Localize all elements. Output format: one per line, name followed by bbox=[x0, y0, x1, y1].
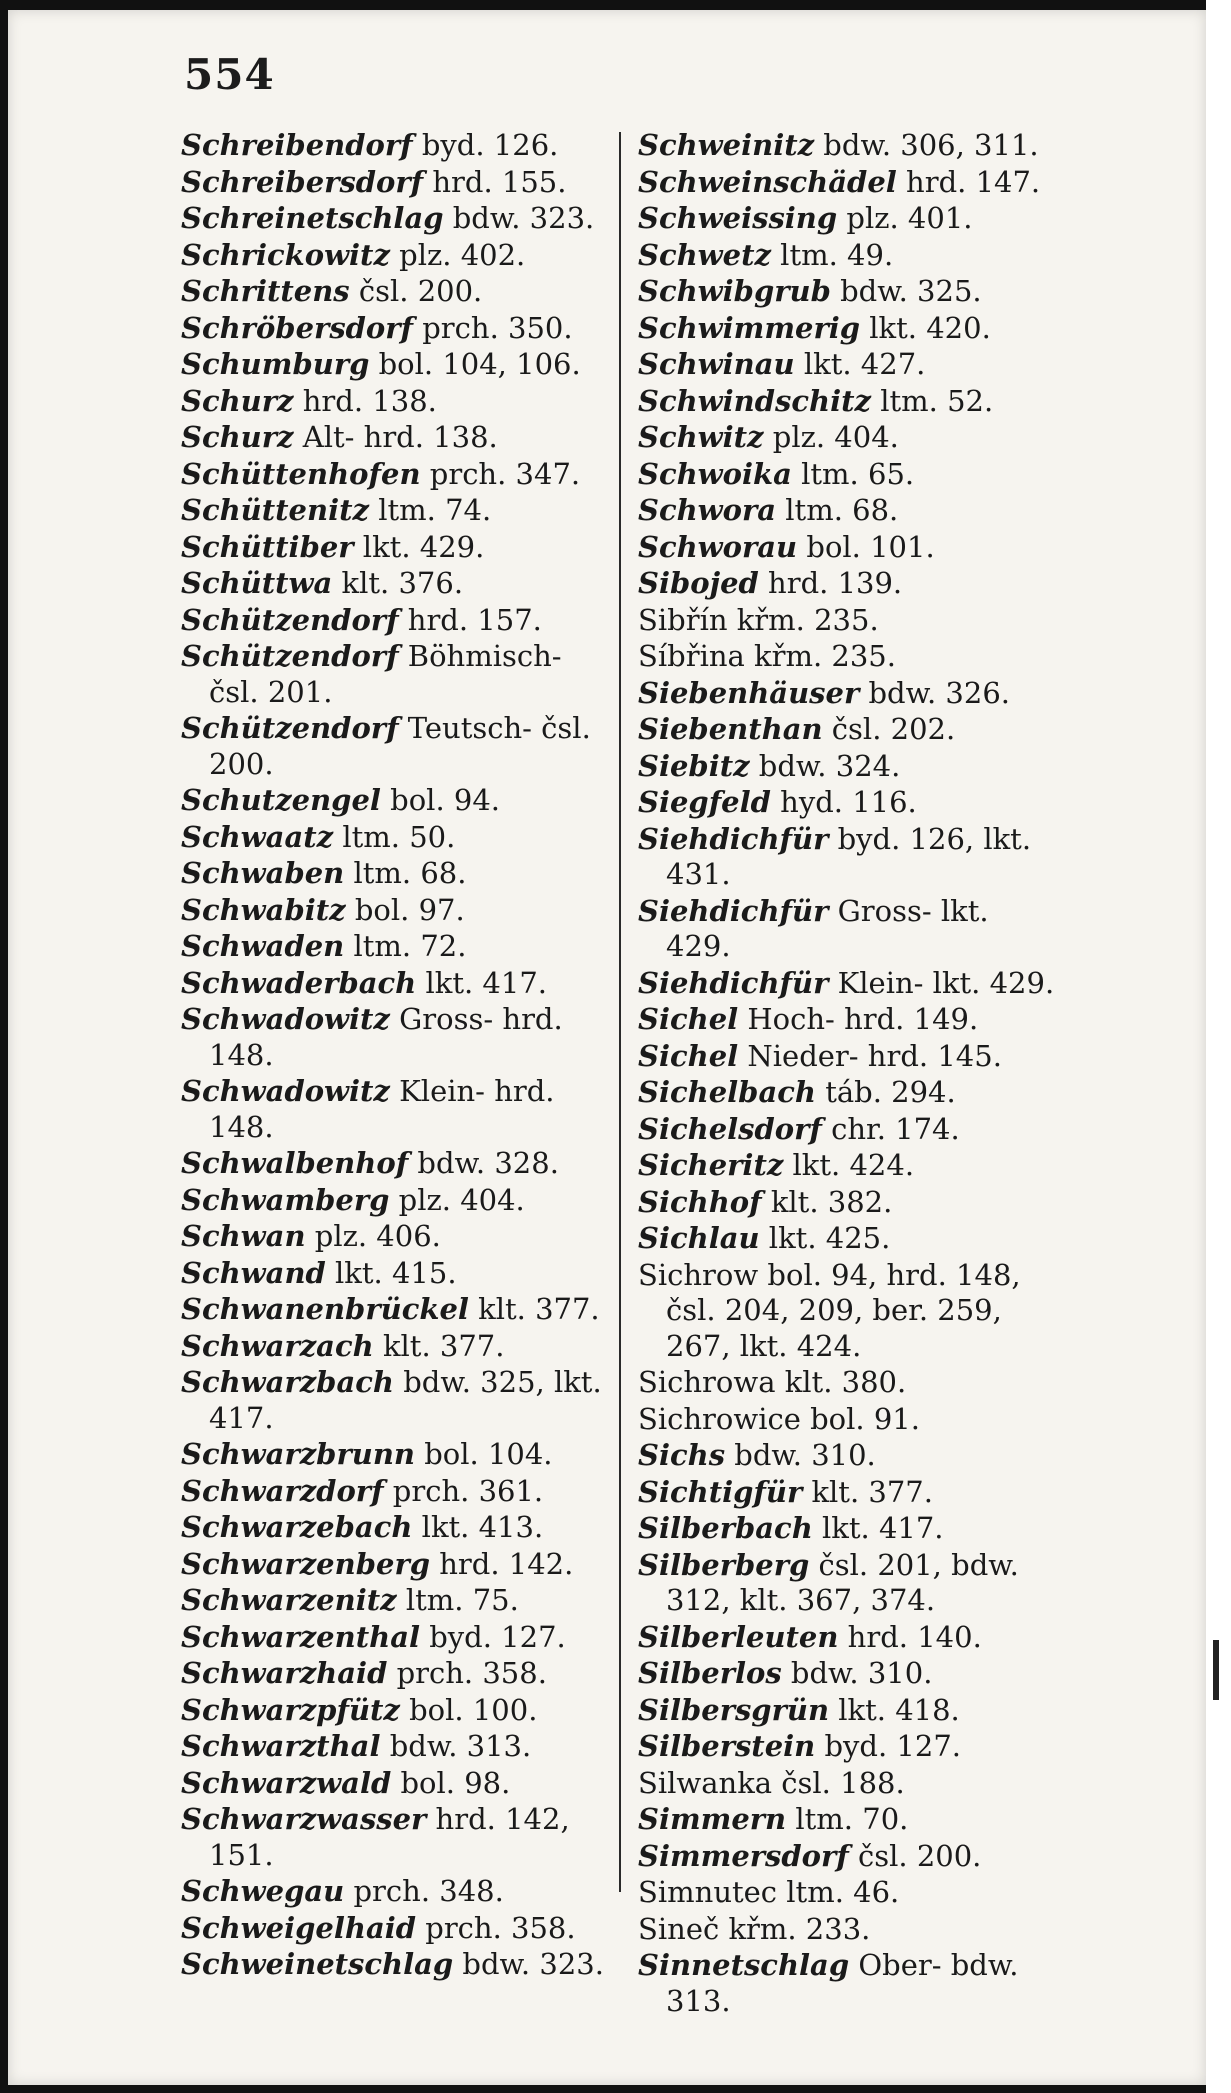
entry-reference: Gross- lkt. bbox=[828, 893, 989, 928]
index-entry bbox=[638, 420, 1058, 456]
entry-reference: táb. 294. bbox=[815, 1075, 956, 1109]
index-entry bbox=[638, 1112, 1058, 1148]
index-entry bbox=[638, 530, 1058, 566]
place-name: Sichel bbox=[638, 1038, 739, 1073]
place-name: Sichel bbox=[638, 1002, 739, 1036]
place-name: Schützendorf bbox=[181, 711, 399, 745]
place-name: Schwora bbox=[638, 493, 777, 527]
scan-mark bbox=[1213, 1640, 1219, 1700]
entry-reference: Sichrow bol. 94, hrd. 148, bbox=[638, 1257, 1021, 1292]
index-entry bbox=[181, 1766, 611, 1802]
place-name: Schwanenbrückel bbox=[181, 1292, 469, 1326]
place-name: Schworau bbox=[638, 529, 798, 564]
index-entry bbox=[638, 274, 1058, 310]
place-name: Schüttenitz bbox=[181, 493, 369, 527]
place-name: Sichelsdorf bbox=[638, 1111, 822, 1146]
index-entry bbox=[638, 1185, 1058, 1221]
index-entry bbox=[181, 1947, 611, 1983]
index-entry bbox=[181, 384, 611, 420]
entry-reference: čsl. 200. bbox=[349, 274, 483, 308]
entry-reference: Hoch- hrd. 149. bbox=[738, 1002, 979, 1036]
place-name: Sinnetschlag bbox=[638, 1948, 850, 1982]
index-entry bbox=[638, 1693, 1058, 1729]
place-name: Sichelbach bbox=[638, 1075, 816, 1109]
place-name: Silbersgrün bbox=[638, 1692, 830, 1727]
index-entry bbox=[181, 603, 611, 639]
entry-reference: bdw. 325. bbox=[830, 274, 982, 308]
place-name: Schweinschädel bbox=[638, 164, 897, 199]
index-entry bbox=[638, 639, 1058, 675]
place-name: Schwarzbach bbox=[181, 1365, 394, 1399]
entry-reference: Silwanka čsl. 188. bbox=[638, 1765, 905, 1800]
place-name: Schützendorf bbox=[181, 639, 399, 673]
place-name: Schwegau bbox=[181, 1874, 345, 1908]
entry-reference: Sibřín křm. 235. bbox=[638, 602, 879, 637]
entry-reference: klt. 382. bbox=[761, 1184, 893, 1219]
entry-reference: hrd. 140. bbox=[838, 1619, 982, 1654]
entry-reference: lkt. 429. bbox=[353, 529, 485, 564]
place-name: Schüttiber bbox=[181, 529, 354, 564]
entry-reference: prch. 348. bbox=[344, 1874, 504, 1908]
index-entry bbox=[638, 749, 1058, 785]
entry-reference: Alt- hrd. 138. bbox=[293, 420, 498, 454]
index-entry bbox=[638, 566, 1058, 602]
place-name: Schützendorf bbox=[181, 602, 399, 637]
index-entry bbox=[638, 1948, 1058, 2019]
entry-reference: lkt. 427. bbox=[794, 347, 926, 381]
place-name: Schwaden bbox=[181, 929, 345, 963]
index-entry bbox=[181, 1146, 611, 1182]
entry-reference: bol. 104. bbox=[415, 1437, 553, 1471]
index-entry bbox=[181, 1911, 611, 1947]
place-name: Schumburg bbox=[181, 347, 370, 381]
index-entry bbox=[181, 1510, 611, 1546]
entry-reference: lkt. 413. bbox=[412, 1510, 544, 1544]
place-name: Schreibersdorf bbox=[181, 164, 424, 199]
place-name: Schwarzenthal bbox=[181, 1619, 421, 1654]
place-name: Schüttenhofen bbox=[181, 456, 421, 491]
entry-continuation: 431. bbox=[666, 857, 731, 891]
place-name: Schwindschitz bbox=[638, 383, 871, 418]
entry-reference: Sichrowa klt. 380. bbox=[638, 1365, 907, 1399]
index-entry bbox=[638, 1075, 1058, 1111]
entry-continuation: 267, lkt. 424. bbox=[666, 1328, 862, 1363]
place-name: Sichs bbox=[638, 1438, 726, 1472]
entry-reference: Ober- bdw. bbox=[849, 1948, 1019, 1982]
entry-reference: čsl. 200. bbox=[848, 1838, 982, 1873]
place-name: Sichlau bbox=[638, 1221, 760, 1255]
entry-reference: ltm. 50. bbox=[333, 819, 456, 854]
place-name: Schrittens bbox=[181, 274, 350, 308]
place-name: Schwarzenberg bbox=[181, 1546, 431, 1581]
index-entry bbox=[181, 420, 611, 456]
place-name: Schüttwa bbox=[181, 566, 333, 600]
entry-reference: bol. 100. bbox=[399, 1692, 538, 1727]
entry-reference: hrd. 142, bbox=[426, 1802, 570, 1836]
entry-continuation: 148. bbox=[209, 1109, 274, 1144]
index-entry bbox=[181, 1002, 611, 1073]
place-name: Schwarzpfütz bbox=[181, 1692, 400, 1727]
index-entry bbox=[638, 201, 1058, 237]
entry-reference: hrd. 157. bbox=[398, 602, 542, 637]
entry-reference: Síbřina křm. 235. bbox=[638, 639, 896, 673]
place-name: Schwarzdorf bbox=[181, 1473, 384, 1508]
entry-continuation: 429. bbox=[666, 929, 731, 963]
entry-reference: ltm. 49. bbox=[770, 237, 894, 272]
place-name: Schurz bbox=[181, 383, 294, 418]
place-name: Schwamberg bbox=[181, 1182, 390, 1217]
index-entry bbox=[181, 966, 611, 1002]
place-name: Schweinitz bbox=[638, 128, 815, 162]
index-entry bbox=[181, 165, 611, 201]
index-entry bbox=[181, 128, 611, 164]
index-entry bbox=[181, 1074, 611, 1145]
index-entry bbox=[638, 238, 1058, 274]
entry-continuation: 200. bbox=[209, 746, 274, 781]
entry-reference: hrd. 147. bbox=[896, 164, 1041, 199]
place-name: Sichtigfür bbox=[638, 1474, 803, 1509]
index-entry bbox=[181, 1183, 611, 1219]
entry-reference: bdw. 323. bbox=[453, 1947, 604, 1981]
entry-reference: bdw. 326. bbox=[859, 675, 1010, 710]
place-name: Schreibendorf bbox=[181, 128, 413, 162]
entry-reference: lkt. 418. bbox=[829, 1692, 960, 1727]
index-entry bbox=[181, 1256, 611, 1292]
index-entry bbox=[181, 1437, 611, 1473]
entry-reference: Klein- hrd. bbox=[389, 1074, 555, 1108]
index-entry bbox=[638, 1148, 1058, 1184]
entry-reference: plz. 404. bbox=[763, 420, 899, 454]
index-entry bbox=[181, 1329, 611, 1365]
place-name: Schwabitz bbox=[181, 892, 346, 927]
place-name: Schwarzenitz bbox=[181, 1583, 397, 1617]
entry-reference: bdw. 325, lkt. bbox=[394, 1365, 602, 1399]
place-name: Schutzengel bbox=[181, 783, 381, 817]
entry-reference: Sineč křm. 233. bbox=[638, 1911, 871, 1946]
place-name: Schweinetschlag bbox=[181, 1947, 454, 1981]
place-name: Schwitz bbox=[638, 420, 764, 454]
index-entry bbox=[638, 1729, 1058, 1765]
page-number: 554 bbox=[184, 50, 275, 99]
entry-reference: hrd. 139. bbox=[758, 566, 903, 600]
entry-reference: lkt. 420. bbox=[860, 310, 991, 345]
place-name: Schwadowitz bbox=[181, 1074, 390, 1108]
entry-reference: bol. 98. bbox=[391, 1765, 511, 1800]
index-entry bbox=[638, 676, 1058, 712]
index-entry bbox=[181, 1874, 611, 1910]
index-entry bbox=[638, 1912, 1058, 1948]
index-entry bbox=[638, 1402, 1058, 1438]
place-name: Schwadowitz bbox=[181, 1002, 390, 1036]
index-entry bbox=[181, 856, 611, 892]
index-entry bbox=[638, 1766, 1058, 1802]
entry-reference: byd. 127. bbox=[420, 1619, 566, 1654]
entry-reference: klt. 377. bbox=[802, 1474, 933, 1509]
index-entry bbox=[181, 311, 611, 347]
book-page bbox=[8, 10, 1206, 2085]
place-name: Siebenthan bbox=[638, 712, 823, 746]
entry-reference: ltm. 68. bbox=[344, 856, 467, 890]
right-column bbox=[638, 128, 1058, 2020]
entry-reference: hyd. 116. bbox=[770, 785, 917, 819]
entry-continuation: 148. bbox=[209, 1037, 274, 1072]
place-name: Schwan bbox=[181, 1219, 306, 1253]
entry-reference: lkt. 424. bbox=[783, 1148, 915, 1182]
index-entry bbox=[181, 1365, 611, 1436]
place-name: Siegfeld bbox=[638, 785, 771, 819]
index-entry bbox=[638, 1221, 1058, 1257]
scan-edge bbox=[1206, 0, 1231, 2093]
index-entry bbox=[181, 929, 611, 965]
place-name: Silberstein bbox=[638, 1729, 816, 1763]
place-name: Silberbach bbox=[638, 1511, 813, 1545]
entry-reference: Sichrowice bol. 91. bbox=[638, 1401, 920, 1436]
entry-reference: bdw. 323. bbox=[443, 201, 595, 235]
index-entry bbox=[181, 820, 611, 856]
column-divider bbox=[619, 132, 621, 1892]
index-entry bbox=[638, 1365, 1058, 1401]
index-entry bbox=[638, 1258, 1058, 1365]
index-entry bbox=[638, 1548, 1058, 1619]
entry-reference: prch. 361. bbox=[383, 1473, 544, 1508]
index-entry bbox=[638, 1475, 1058, 1511]
entry-reference: bdw. 324. bbox=[749, 748, 901, 783]
index-entry bbox=[638, 493, 1058, 529]
index-entry bbox=[181, 457, 611, 493]
entry-reference: bol. 104, 106. bbox=[369, 347, 581, 381]
entry-reference: Simnutec ltm. 46. bbox=[638, 1875, 900, 1909]
index-entry bbox=[638, 1620, 1058, 1656]
index-entry bbox=[181, 1729, 611, 1765]
index-entry bbox=[638, 1656, 1058, 1692]
place-name: Schwaderbach bbox=[181, 965, 417, 1000]
entry-continuation: čsl. 204, 209, ber. 259, bbox=[666, 1293, 1002, 1327]
index-entry bbox=[181, 1656, 611, 1692]
entry-reference: bdw. 328. bbox=[408, 1146, 559, 1180]
place-name: Schwarzthal bbox=[181, 1729, 381, 1763]
entry-reference: prch. 358. bbox=[387, 1656, 547, 1690]
place-name: Schwibgrub bbox=[638, 274, 831, 308]
entry-reference: hrd. 142. bbox=[430, 1546, 574, 1581]
index-entry bbox=[638, 311, 1058, 347]
place-name: Schwetz bbox=[638, 237, 771, 272]
index-entry bbox=[181, 566, 611, 602]
index-entry bbox=[638, 1875, 1058, 1911]
entry-reference: chr. 174. bbox=[821, 1111, 960, 1146]
index-entry bbox=[181, 1583, 611, 1619]
entry-reference: bdw. 306, 311. bbox=[814, 128, 1039, 162]
place-name: Schwarzach bbox=[181, 1328, 374, 1363]
entry-continuation: 313. bbox=[666, 1983, 731, 2018]
index-entry bbox=[181, 1547, 611, 1583]
entry-reference: lkt. 425. bbox=[759, 1221, 891, 1255]
place-name: Siebitz bbox=[638, 748, 750, 783]
place-name: Schwinau bbox=[638, 347, 795, 381]
index-entry bbox=[181, 1219, 611, 1255]
index-entry bbox=[638, 785, 1058, 821]
index-entry bbox=[638, 165, 1058, 201]
index-entry bbox=[638, 457, 1058, 493]
place-name: Schrickowitz bbox=[181, 237, 390, 272]
place-name: Sichhof bbox=[638, 1184, 762, 1219]
index-entry bbox=[638, 1002, 1058, 1038]
left-column bbox=[181, 128, 611, 1984]
place-name: Silberlos bbox=[638, 1656, 782, 1690]
entry-reference: hrd. 155. bbox=[423, 164, 567, 199]
entry-reference: Böhmisch- bbox=[398, 639, 562, 673]
place-name: Schwarzebach bbox=[181, 1510, 413, 1544]
entry-reference: ltm. 52. bbox=[870, 383, 994, 418]
index-entry bbox=[638, 966, 1058, 1002]
index-entry bbox=[638, 603, 1058, 639]
entry-reference: byd. 126. bbox=[412, 128, 559, 162]
place-name: Simmersdorf bbox=[638, 1838, 849, 1873]
index-entry bbox=[181, 238, 611, 274]
entry-reference: lkt. 415. bbox=[325, 1255, 457, 1290]
index-entry bbox=[638, 894, 1058, 965]
place-name: Schweigelhaid bbox=[181, 1910, 417, 1945]
place-name: Siehdichfür bbox=[638, 965, 829, 1000]
place-name: Schwaatz bbox=[181, 819, 334, 854]
index-entry bbox=[181, 530, 611, 566]
entry-reference: ltm. 75. bbox=[396, 1583, 519, 1617]
entry-reference: bdw. 310. bbox=[725, 1438, 876, 1472]
entry-reference: ltm. 72. bbox=[344, 929, 467, 963]
entry-reference: bol. 101. bbox=[797, 529, 935, 564]
entry-reference: byd. 127. bbox=[815, 1729, 962, 1763]
index-entry bbox=[181, 274, 611, 310]
index-entry bbox=[638, 822, 1058, 893]
entry-continuation: 417. bbox=[209, 1400, 274, 1435]
entry-reference: Gross- hrd. bbox=[389, 1002, 563, 1036]
index-entry bbox=[638, 347, 1058, 383]
place-name: Siebenhäuser bbox=[638, 675, 860, 710]
entry-reference: lkt. 417. bbox=[416, 965, 547, 1000]
entry-reference: Teutsch- čsl. bbox=[398, 711, 591, 745]
entry-reference: ltm. 65. bbox=[791, 456, 915, 491]
entry-continuation: 312, klt. 367, 374. bbox=[666, 1583, 936, 1617]
entry-reference: prch. 347. bbox=[420, 456, 581, 491]
index-entry bbox=[638, 1438, 1058, 1474]
place-name: Schwalbenhof bbox=[181, 1146, 409, 1180]
place-name: Sicheritz bbox=[638, 1148, 784, 1182]
entry-reference: bdw. 313. bbox=[380, 1729, 532, 1763]
place-name: Schwimmerig bbox=[638, 310, 861, 345]
entry-reference: ltm. 70. bbox=[786, 1802, 909, 1836]
place-name: Siehdichfür bbox=[638, 821, 829, 856]
entry-reference: čsl. 202. bbox=[822, 712, 956, 746]
place-name: Schwarzwald bbox=[181, 1765, 392, 1800]
place-name: Silberberg bbox=[638, 1547, 810, 1582]
place-name: Schwarzbrunn bbox=[181, 1437, 415, 1471]
entry-reference: plz. 406. bbox=[305, 1219, 441, 1253]
index-entry bbox=[181, 711, 611, 782]
place-name: Schwaben bbox=[181, 856, 345, 890]
entry-reference: bol. 97. bbox=[345, 892, 465, 927]
place-name: Schwarzwasser bbox=[181, 1802, 427, 1836]
place-name: Schreinetschlag bbox=[181, 201, 444, 235]
index-entry bbox=[181, 893, 611, 929]
entry-reference: prch. 350. bbox=[413, 310, 573, 345]
entry-reference: klt. 377. bbox=[468, 1292, 600, 1326]
place-name: Schwand bbox=[181, 1255, 326, 1290]
entry-reference: byd. 126, lkt. bbox=[828, 821, 1032, 856]
place-name: Sibojed bbox=[638, 566, 759, 600]
entry-reference: plz. 404. bbox=[389, 1182, 525, 1217]
entry-reference: čsl. 201, bdw. bbox=[809, 1547, 1019, 1582]
place-name: Schurz bbox=[181, 420, 294, 454]
index-entry bbox=[181, 347, 611, 383]
entry-reference: bol. 94. bbox=[380, 783, 500, 817]
entry-reference: Nieder- hrd. 145. bbox=[738, 1038, 1002, 1073]
entry-reference: prch. 358. bbox=[416, 1910, 576, 1945]
place-name: Schwoika bbox=[638, 456, 792, 491]
entry-continuation: 151. bbox=[209, 1837, 274, 1872]
place-name: Schröbersdorf bbox=[181, 310, 414, 345]
place-name: Schwarzhaid bbox=[181, 1656, 388, 1690]
index-entry bbox=[181, 1292, 611, 1328]
place-name: Silberleuten bbox=[638, 1619, 839, 1654]
entry-reference: klt. 376. bbox=[332, 566, 464, 600]
entry-reference: lkt. 417. bbox=[812, 1511, 944, 1545]
entry-reference: plz. 401. bbox=[837, 201, 973, 235]
index-entry bbox=[181, 1620, 611, 1656]
entry-reference: Klein- lkt. 429. bbox=[828, 965, 1055, 1000]
place-name: Simmern bbox=[638, 1802, 787, 1836]
place-name: Siehdichfür bbox=[638, 893, 829, 928]
index-entry bbox=[181, 639, 611, 710]
index-entry bbox=[181, 1474, 611, 1510]
index-entry bbox=[181, 493, 611, 529]
index-entry bbox=[638, 1839, 1058, 1875]
entry-reference: hrd. 138. bbox=[293, 383, 437, 418]
index-entry bbox=[181, 1693, 611, 1729]
index-entry bbox=[638, 1039, 1058, 1075]
index-entry bbox=[638, 1802, 1058, 1838]
index-entry bbox=[638, 712, 1058, 748]
index-entry bbox=[181, 201, 611, 237]
index-entry bbox=[638, 128, 1058, 164]
place-name: Schweissing bbox=[638, 201, 838, 235]
entry-reference: bdw. 310. bbox=[781, 1656, 933, 1690]
index-entry bbox=[638, 384, 1058, 420]
entry-continuation: čsl. 201. bbox=[209, 674, 333, 709]
index-entry bbox=[638, 1511, 1058, 1547]
entry-reference: ltm. 68. bbox=[776, 493, 899, 527]
index-entry bbox=[181, 783, 611, 819]
entry-reference: klt. 377. bbox=[373, 1328, 505, 1363]
index-entry bbox=[181, 1802, 611, 1873]
entry-reference: plz. 402. bbox=[389, 237, 526, 272]
entry-reference: ltm. 74. bbox=[368, 493, 492, 527]
